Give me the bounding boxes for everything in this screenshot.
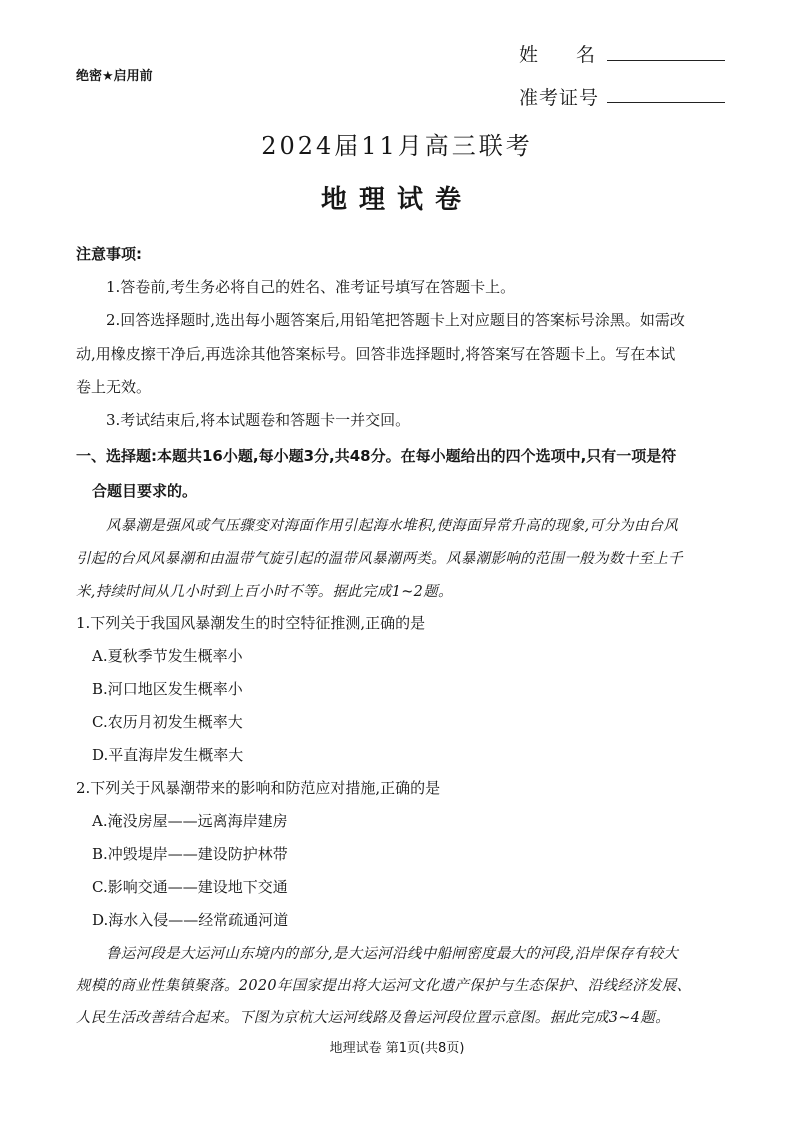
question-2-option-c: C.影响交通——建设地下交通: [92, 878, 288, 896]
passage-1-line-3: 米,持续时间从几小时到上百小时不等。据此完成1~2题。: [76, 584, 453, 600]
notice-heading: 注意事项:: [76, 245, 142, 263]
subject-title: 地理试卷: [320, 185, 473, 215]
passage-1-line-2: 引起的台风风暴潮和由温带气旋引起的温带风暴潮两类。风暴潮影响的范围一般为数十至上千: [76, 551, 683, 567]
notice-item-2-line-1: 2.回答选择题时,选出每小题答案后,用铅笔把答题卡上对应题目的答案标号涂黑。如需改: [106, 311, 685, 329]
ticket-number-label: 准考证号: [519, 87, 600, 109]
section-1-heading-line-1: 一、选择题:本题共16小题,每小题3分,共48分。在每小题给出的四个选项中,只有一项是符: [76, 447, 677, 465]
section-1-heading-line-2: 合题目要求的。: [92, 482, 198, 500]
question-2-stem: 2.下列关于风暴潮带来的影响和防范应对措施,正确的是: [76, 779, 441, 797]
question-2-option-d: D.海水入侵——经常疏通河道: [92, 911, 289, 929]
name-blank: [607, 60, 725, 61]
exam-title: 2024届11月高三联考: [261, 132, 533, 160]
passage-2-line-1: 鲁运河段是大运河山东境内的部分,是大运河沿线中船闸密度最大的河段,沿岸保存有较大: [106, 946, 679, 962]
question-1-option-d: D.平直海岸发生概率大: [92, 746, 244, 764]
notice-item-2-line-2: 动,用橡皮擦干净后,再选涂其他答案标号。回答非选择题时,将答案写在答题卡上。写在本试: [76, 345, 676, 363]
page-footer: 地理试卷 第1页(共8页): [329, 1041, 465, 1056]
question-1-option-b: B.河口地区发生概率小: [92, 680, 243, 698]
notice-item-1: 1.答卷前,考生务必将自己的姓名、准考证号填写在答题卡上。: [106, 278, 516, 296]
notice-item-3: 3.考试结束后,将本试题卷和答题卡一并交回。: [106, 411, 411, 429]
ticket-number-blank: [607, 102, 725, 103]
passage-2-line-3: 人民生活改善结合起来。下图为京杭大运河线路及鲁运河段位置示意图。据此完成3~4题。: [76, 1010, 670, 1026]
question-1-option-c: C.农历月初发生概率大: [92, 713, 243, 731]
question-2-option-a: A.淹没房屋——远离海岸建房: [92, 812, 288, 830]
secret-mark: 绝密★启用前: [76, 69, 153, 84]
passage-1-line-1: 风暴潮是强风或气压骤变对海面作用引起海水堆积,使海面异常升高的现象,可分为由台风: [106, 518, 679, 534]
notice-item-2-line-3: 卷上无效。: [76, 378, 152, 396]
question-1-option-a: A.夏秋季节发生概率小: [92, 647, 243, 665]
question-1-stem: 1.下列关于我国风暴潮发生的时空特征推测,正确的是: [76, 614, 426, 632]
question-2-option-b: B.冲毁堤岸——建设防护林带: [92, 845, 288, 863]
name-label: 姓名: [519, 44, 634, 66]
passage-2-line-2: 规模的商业性集镇聚落。2020年国家提出将大运河文化遗产保护与生态保护、沿线经济发展、: [76, 978, 692, 994]
